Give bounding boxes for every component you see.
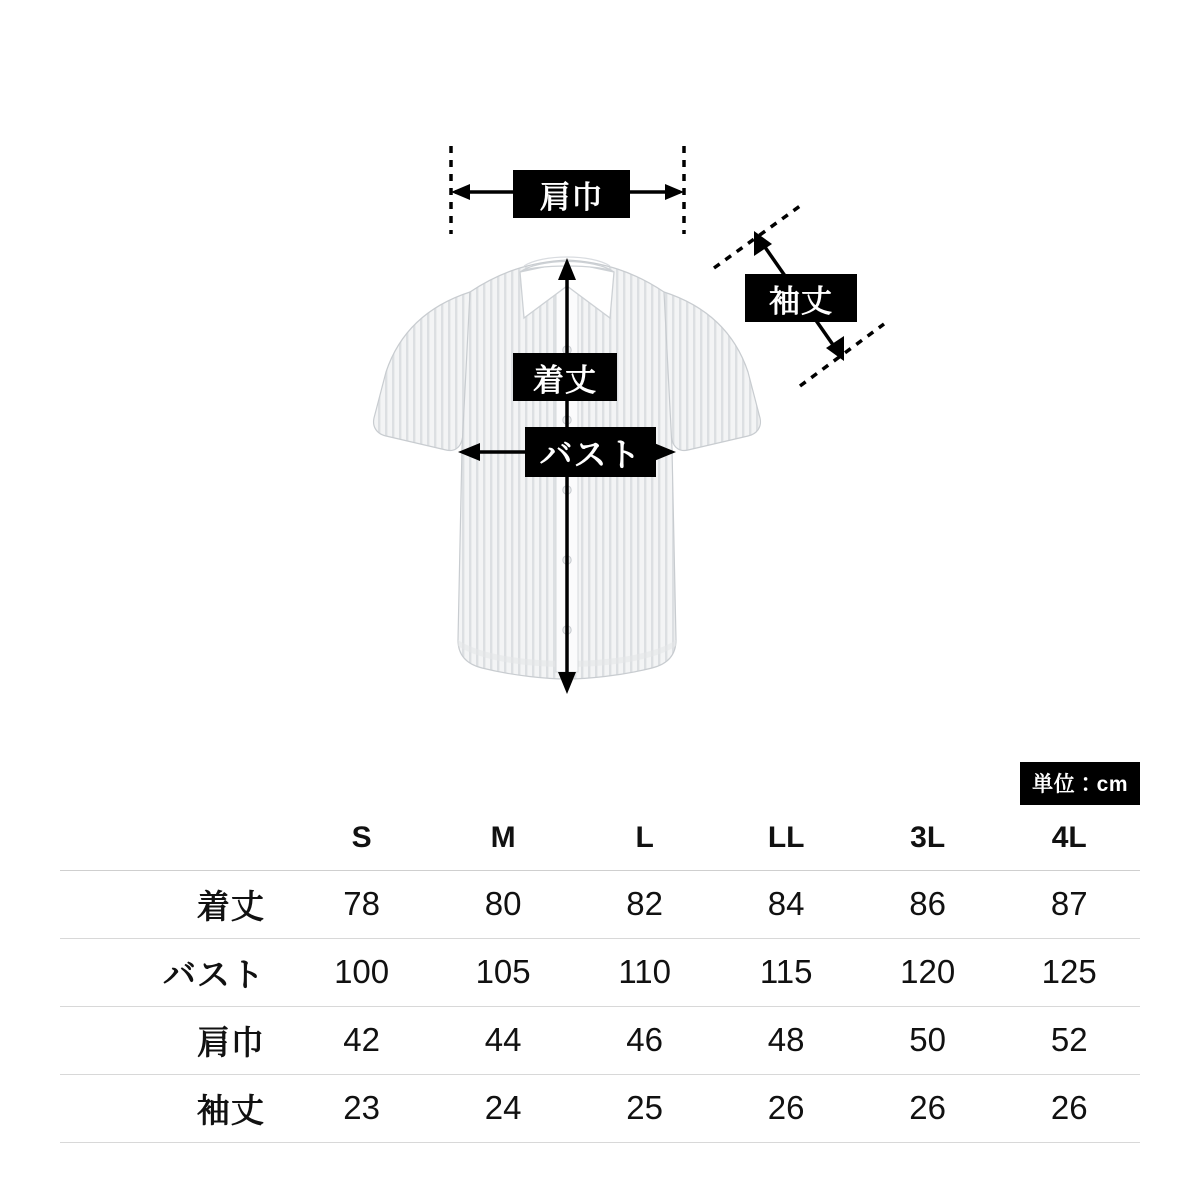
size-table-header xyxy=(60,806,1140,870)
cell-shoulder-ll: 48 xyxy=(715,1006,857,1074)
cell-shoulder-l: 46 xyxy=(574,1006,716,1074)
cell-bust-s: 100 xyxy=(291,938,433,1006)
row-label-length: 着丈 xyxy=(60,870,291,938)
cell-shoulder-4l: 52 xyxy=(998,1006,1140,1074)
cell-shoulder-m: 44 xyxy=(432,1006,574,1074)
cell-length-l: 82 xyxy=(574,870,716,938)
size-header-ll: LL xyxy=(715,806,857,870)
cell-sleeve-3l: 26 xyxy=(857,1074,999,1142)
cell-length-ll: 84 xyxy=(715,870,857,938)
corner-cell xyxy=(60,806,291,870)
cell-length-s: 78 xyxy=(291,870,433,938)
cell-shoulder-s: 42 xyxy=(291,1006,433,1074)
table-row xyxy=(60,1074,1140,1142)
cell-bust-ll: 115 xyxy=(715,938,857,1006)
cell-length-m: 80 xyxy=(432,870,574,938)
callout-body-length: 着丈 xyxy=(513,353,617,401)
size-header-4l: 4L xyxy=(998,806,1140,870)
cell-sleeve-ll: 26 xyxy=(715,1074,857,1142)
size-chart-table xyxy=(60,806,1140,1143)
cell-sleeve-l: 25 xyxy=(574,1074,716,1142)
header-row xyxy=(60,806,1140,870)
row-label-sleeve: 袖丈 xyxy=(60,1074,291,1142)
cell-shoulder-3l: 50 xyxy=(857,1006,999,1074)
unit-badge: 単位：cm xyxy=(1020,762,1140,805)
cell-length-4l: 87 xyxy=(998,870,1140,938)
cell-bust-3l: 120 xyxy=(857,938,999,1006)
table-row xyxy=(60,870,1140,938)
size-table-body xyxy=(60,870,1140,1142)
row-label-shoulder: 肩巾 xyxy=(60,1006,291,1074)
size-header-m: M xyxy=(432,806,574,870)
cell-sleeve-4l: 26 xyxy=(998,1074,1140,1142)
size-header-3l: 3L xyxy=(857,806,999,870)
cell-bust-l: 110 xyxy=(574,938,716,1006)
cell-length-3l: 86 xyxy=(857,870,999,938)
size-table-container xyxy=(60,806,1140,1143)
size-header-s: S xyxy=(291,806,433,870)
cell-sleeve-s: 23 xyxy=(291,1074,433,1142)
cell-bust-m: 105 xyxy=(432,938,574,1006)
callout-sleeve-length: 袖丈 xyxy=(745,274,857,322)
cell-bust-4l: 125 xyxy=(998,938,1140,1006)
size-header-l: L xyxy=(574,806,716,870)
callout-shoulder-width: 肩巾 xyxy=(513,170,630,218)
table-row xyxy=(60,938,1140,1006)
callout-bust: バスト xyxy=(525,427,656,477)
cell-sleeve-m: 24 xyxy=(432,1074,574,1142)
table-row xyxy=(60,1006,1140,1074)
row-label-bust: バスト xyxy=(60,938,291,1006)
